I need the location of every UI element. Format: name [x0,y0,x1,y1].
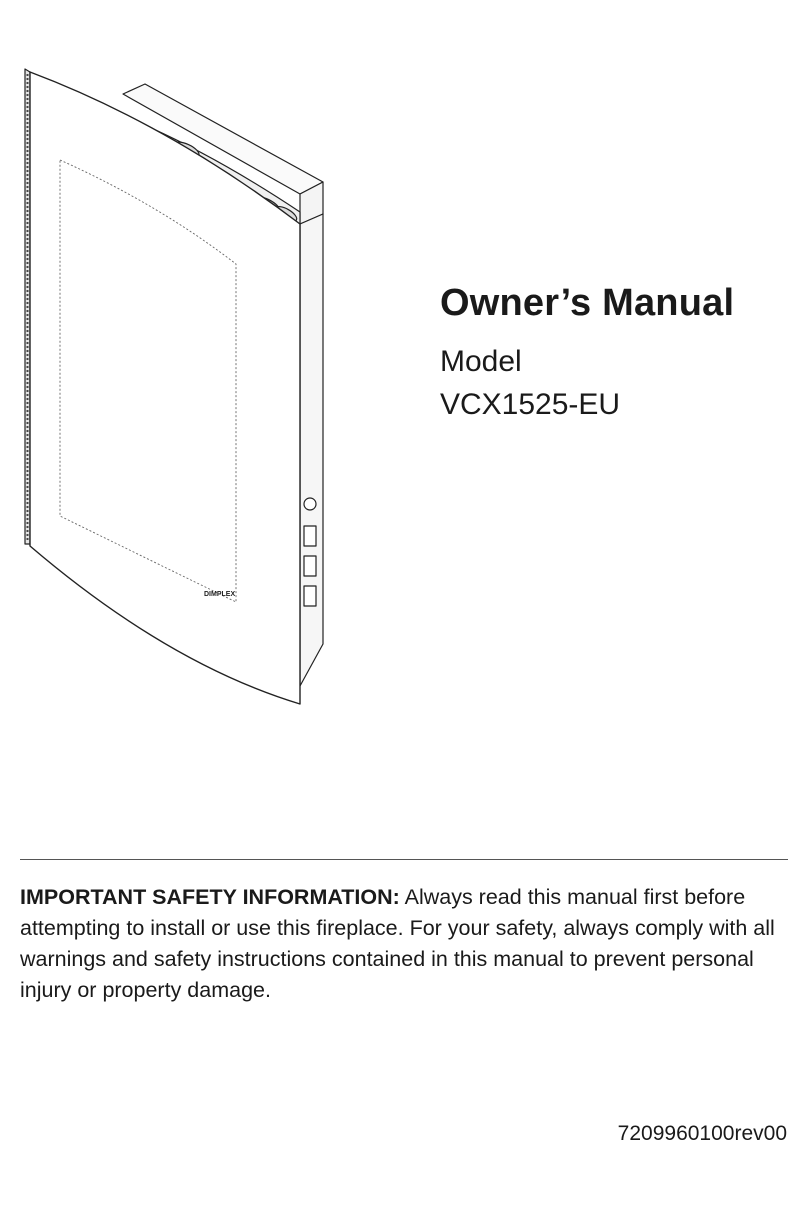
side-switch-3 [304,586,316,606]
side-switch-2 [304,556,316,576]
side-knob [304,498,316,510]
body-side-panel [300,214,323,686]
fireplace-illustration [18,64,338,714]
side-switch-1 [304,526,316,546]
manual-title: Owner’s Manual [440,282,735,324]
safety-heading: IMPORTANT SAFETY INFORMATION: [20,885,400,909]
document-number: 7209960100rev00 [617,1122,787,1145]
model-number: VCX1525-EU [440,388,621,421]
section-divider [20,859,788,860]
model-label: Model [440,345,522,378]
brand-mark: DIMPLEX [204,591,236,598]
safety-body: Always read this manual first before attempting to install or use this fireplace. For your safety, always comply with all warnings and safety instructions contained in this manual to prevent personal injury or property damage. [20,885,775,1002]
safety-notice [20,882,790,1006]
